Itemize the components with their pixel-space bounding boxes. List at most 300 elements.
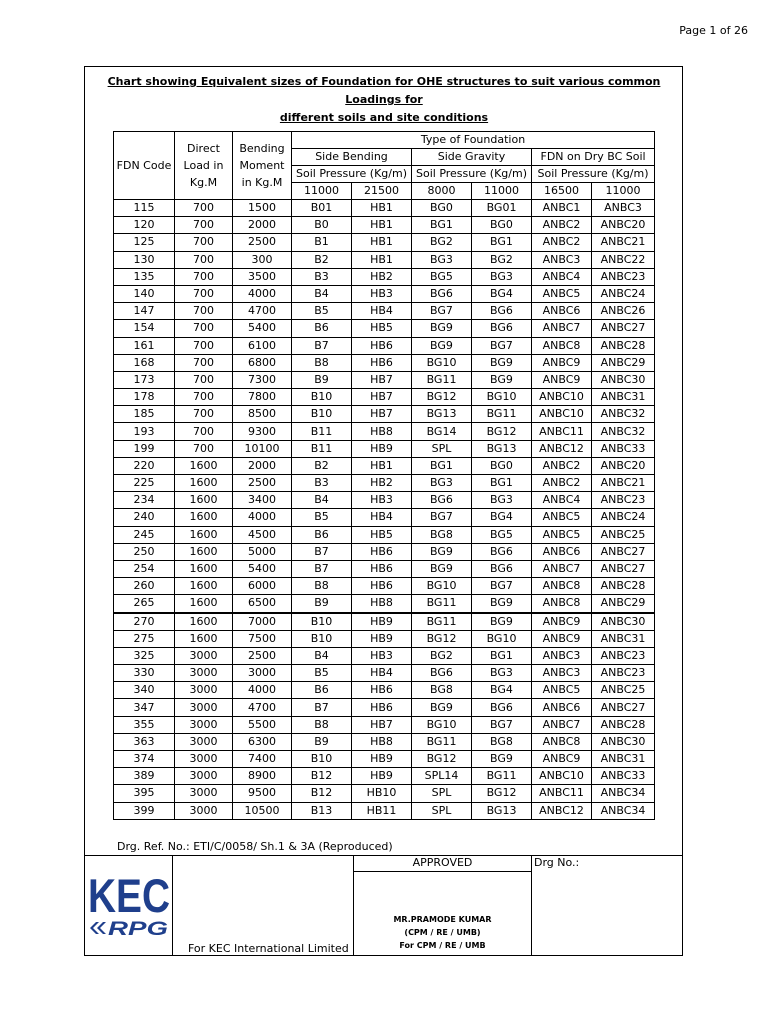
table-cell: B0 xyxy=(292,217,352,234)
table-cell: BG6 xyxy=(472,699,532,716)
drawing-number-label: Drg No.: xyxy=(534,856,580,869)
header-side-gravity: Side Gravity xyxy=(412,149,532,166)
table-cell: 2000 xyxy=(233,217,292,234)
title-line-2: different soils and site conditions xyxy=(279,111,489,124)
table-cell: 3000 xyxy=(175,699,233,716)
table-cell: 347 xyxy=(114,699,175,716)
table-cell: 178 xyxy=(114,389,175,406)
table-row xyxy=(114,423,655,440)
table-cell: HB1 xyxy=(352,217,412,234)
table-cell: BG9 xyxy=(472,371,532,388)
table-cell: 270 xyxy=(114,613,175,631)
table-cell: BG14 xyxy=(412,423,472,440)
table-cell: 1600 xyxy=(175,492,233,509)
table-cell: 3000 xyxy=(233,665,292,682)
footer-divider-drg xyxy=(531,855,532,955)
table-cell: 374 xyxy=(114,751,175,768)
table-cell: 4000 xyxy=(233,509,292,526)
table-cell: 185 xyxy=(114,406,175,423)
table-cell: ANBC23 xyxy=(592,492,655,509)
drawing-reference: Drg. Ref. No.: ETI/C/0058/ Sh.1 & 3A (Reproduced) xyxy=(117,840,393,853)
header-pressure-11000-sb: 11000 xyxy=(292,183,352,200)
table-cell: 3000 xyxy=(175,785,233,802)
table-cell: B8 xyxy=(292,578,352,595)
table-cell: BG2 xyxy=(412,647,472,664)
table-cell: 147 xyxy=(114,303,175,320)
table-cell: HB7 xyxy=(352,716,412,733)
table-row xyxy=(114,354,655,371)
table-cell: B11 xyxy=(292,423,352,440)
table-row xyxy=(114,665,655,682)
table-cell: 7500 xyxy=(233,630,292,647)
table-cell: ANBC11 xyxy=(532,423,592,440)
table-cell: ANBC27 xyxy=(592,699,655,716)
table-cell: 8900 xyxy=(233,768,292,785)
table-cell: ANBC4 xyxy=(532,268,592,285)
table-cell: BG3 xyxy=(472,665,532,682)
table-cell: 220 xyxy=(114,457,175,474)
table-cell: HB7 xyxy=(352,389,412,406)
table-cell: HB6 xyxy=(352,337,412,354)
table-cell: ANBC1 xyxy=(532,200,592,217)
table-cell: 6300 xyxy=(233,733,292,750)
table-cell: BG11 xyxy=(412,733,472,750)
table-cell: ANBC7 xyxy=(532,716,592,733)
table-cell: BG10 xyxy=(412,716,472,733)
table-row xyxy=(114,371,655,388)
header-fdn-code: FDN Code xyxy=(114,132,175,200)
table-cell: HB6 xyxy=(352,699,412,716)
table-cell: ANBC25 xyxy=(592,682,655,699)
table-cell: BG6 xyxy=(472,543,532,560)
table-cell: 363 xyxy=(114,733,175,750)
table-cell: BG5 xyxy=(412,268,472,285)
table-cell: 199 xyxy=(114,440,175,457)
table-cell: B4 xyxy=(292,492,352,509)
table-cell: 4000 xyxy=(233,285,292,302)
table-cell: BG13 xyxy=(412,406,472,423)
table-cell: BG11 xyxy=(412,371,472,388)
title-line-1: Chart showing Equivalent sizes of Foundation for OHE structures to suit various common Loadings for xyxy=(107,75,661,106)
table-cell: ANBC4 xyxy=(532,492,592,509)
table-cell: ANBC21 xyxy=(592,475,655,492)
table-cell: BG8 xyxy=(412,526,472,543)
table-cell: 193 xyxy=(114,423,175,440)
table-cell: HB8 xyxy=(352,733,412,750)
table-cell: SPL xyxy=(412,785,472,802)
table-cell: 3000 xyxy=(175,802,233,819)
table-cell: ANBC32 xyxy=(592,423,655,440)
table-cell: B5 xyxy=(292,303,352,320)
table-cell: BG9 xyxy=(472,354,532,371)
table-cell: BG9 xyxy=(412,320,472,337)
table-cell: 245 xyxy=(114,526,175,543)
table-row xyxy=(114,320,655,337)
table-cell: BG1 xyxy=(412,217,472,234)
table-cell: 700 xyxy=(175,251,233,268)
table-cell: BG6 xyxy=(412,665,472,682)
table-cell: 275 xyxy=(114,630,175,647)
table-cell: ANBC30 xyxy=(592,613,655,631)
table-cell: BG3 xyxy=(472,492,532,509)
table-cell: BG11 xyxy=(412,613,472,631)
table-cell: BG10 xyxy=(472,630,532,647)
table-row xyxy=(114,303,655,320)
table-cell: BG1 xyxy=(472,234,532,251)
table-cell: ANBC12 xyxy=(532,440,592,457)
table-cell: HB7 xyxy=(352,371,412,388)
table-cell: B7 xyxy=(292,543,352,560)
table-cell: 254 xyxy=(114,560,175,577)
table-cell: 700 xyxy=(175,320,233,337)
table-cell: B3 xyxy=(292,268,352,285)
table-row xyxy=(114,406,655,423)
table-cell: SPL xyxy=(412,440,472,457)
table-cell: BG12 xyxy=(412,630,472,647)
table-cell: HB1 xyxy=(352,200,412,217)
table-cell: HB9 xyxy=(352,613,412,631)
table-cell: BG13 xyxy=(472,440,532,457)
table-cell: ANBC2 xyxy=(532,457,592,474)
table-cell: B7 xyxy=(292,560,352,577)
table-cell: 6000 xyxy=(233,578,292,595)
table-cell: 1600 xyxy=(175,475,233,492)
table-cell: B12 xyxy=(292,768,352,785)
table-cell: B5 xyxy=(292,509,352,526)
table-cell: 168 xyxy=(114,354,175,371)
table-cell: 9300 xyxy=(233,423,292,440)
table-cell: HB2 xyxy=(352,268,412,285)
table-cell: 173 xyxy=(114,371,175,388)
table-cell: BG11 xyxy=(472,768,532,785)
table-cell: BG7 xyxy=(472,716,532,733)
table-cell: ANBC6 xyxy=(532,699,592,716)
table-cell: ANBC30 xyxy=(592,371,655,388)
page-number: Page 1 of 26 xyxy=(679,24,748,37)
table-row xyxy=(114,751,655,768)
table-cell: 3000 xyxy=(175,716,233,733)
table-cell: B8 xyxy=(292,354,352,371)
table-cell: BG0 xyxy=(472,217,532,234)
table-cell: 265 xyxy=(114,595,175,613)
table-cell: 1600 xyxy=(175,543,233,560)
table-cell: BG1 xyxy=(472,647,532,664)
table-cell: ANBC32 xyxy=(592,406,655,423)
table-cell: BG5 xyxy=(472,526,532,543)
header-pressure-16500: 16500 xyxy=(532,183,592,200)
table-cell: 6500 xyxy=(233,595,292,613)
header-pressure-11000-bc: 11000 xyxy=(592,183,655,200)
table-row xyxy=(114,578,655,595)
table-cell: B4 xyxy=(292,285,352,302)
table-cell: BG8 xyxy=(472,733,532,750)
table-cell: 4500 xyxy=(233,526,292,543)
table-cell: 5400 xyxy=(233,560,292,577)
table-cell: 700 xyxy=(175,200,233,217)
table-cell: 3000 xyxy=(175,682,233,699)
table-cell: BG12 xyxy=(472,785,532,802)
table-cell: 225 xyxy=(114,475,175,492)
table-cell: 10100 xyxy=(233,440,292,457)
table-cell: ANBC27 xyxy=(592,320,655,337)
table-cell: ANBC3 xyxy=(532,665,592,682)
table-cell: B7 xyxy=(292,699,352,716)
table-cell: ANBC5 xyxy=(532,285,592,302)
table-cell: 3500 xyxy=(233,268,292,285)
table-cell: 130 xyxy=(114,251,175,268)
chart-title xyxy=(100,73,668,127)
table-cell: HB6 xyxy=(352,578,412,595)
table-cell: ANBC23 xyxy=(592,268,655,285)
table-row xyxy=(114,543,655,560)
table-cell: HB7 xyxy=(352,406,412,423)
table-cell: ANBC7 xyxy=(532,560,592,577)
table-cell: ANBC8 xyxy=(532,578,592,595)
table-cell: BG7 xyxy=(472,578,532,595)
table-cell: ANBC33 xyxy=(592,440,655,457)
header-direct-load: Direct Load in Kg.M xyxy=(175,132,233,200)
logo-rpg-text: RPG xyxy=(108,919,169,940)
table-row xyxy=(114,234,655,251)
table-cell: 3000 xyxy=(175,733,233,750)
table-row xyxy=(114,733,655,750)
table-cell: 2500 xyxy=(233,647,292,664)
table-cell: HB9 xyxy=(352,751,412,768)
table-row xyxy=(114,682,655,699)
table-cell: 1600 xyxy=(175,457,233,474)
header-bending-moment: Bending Moment in Kg.M xyxy=(233,132,292,200)
table-cell: ANBC8 xyxy=(532,337,592,354)
table-cell: BG9 xyxy=(472,613,532,631)
table-cell: 2000 xyxy=(233,457,292,474)
table-cell: HB9 xyxy=(352,768,412,785)
header-pressure-8000: 8000 xyxy=(412,183,472,200)
table-cell: 3000 xyxy=(175,665,233,682)
table-cell: BG11 xyxy=(472,406,532,423)
table-cell: B10 xyxy=(292,630,352,647)
table-cell: 115 xyxy=(114,200,175,217)
table-cell: 5400 xyxy=(233,320,292,337)
table-cell: BG9 xyxy=(412,699,472,716)
table-cell: BG6 xyxy=(472,560,532,577)
table-cell: 260 xyxy=(114,578,175,595)
table-cell: HB8 xyxy=(352,595,412,613)
table-cell: 700 xyxy=(175,389,233,406)
table-cell: BG10 xyxy=(472,389,532,406)
table-cell: ANBC6 xyxy=(532,303,592,320)
table-cell: ANBC29 xyxy=(592,354,655,371)
table-cell: BG10 xyxy=(412,354,472,371)
table-cell: 700 xyxy=(175,268,233,285)
foundation-table xyxy=(113,131,655,820)
table-cell: 2500 xyxy=(233,234,292,251)
header-side-bending: Side Bending xyxy=(292,149,412,166)
table-cell: BG7 xyxy=(412,303,472,320)
table-cell: HB4 xyxy=(352,303,412,320)
table-cell: ANBC34 xyxy=(592,802,655,819)
table-cell: 325 xyxy=(114,647,175,664)
table-cell: 1600 xyxy=(175,526,233,543)
table-body xyxy=(114,200,655,820)
table-cell: BG11 xyxy=(412,595,472,613)
table-cell: ANBC10 xyxy=(532,768,592,785)
table-cell: 700 xyxy=(175,406,233,423)
table-cell: HB10 xyxy=(352,785,412,802)
approved-label: APPROVED xyxy=(412,856,473,869)
table-cell: 250 xyxy=(114,543,175,560)
table-cell: ANBC20 xyxy=(592,217,655,234)
table-cell: ANBC12 xyxy=(532,802,592,819)
table-cell: BG3 xyxy=(472,268,532,285)
table-cell: ANBC26 xyxy=(592,303,655,320)
table-cell: 5500 xyxy=(233,716,292,733)
table-cell: B2 xyxy=(292,251,352,268)
table-cell: ANBC9 xyxy=(532,354,592,371)
table-cell: B3 xyxy=(292,475,352,492)
table-cell: BG4 xyxy=(472,682,532,699)
header-type-of-foundation: Type of Foundation xyxy=(292,132,655,149)
table-cell: BG12 xyxy=(412,751,472,768)
table-cell: 3000 xyxy=(175,768,233,785)
table-row xyxy=(114,699,655,716)
table-cell: HB3 xyxy=(352,647,412,664)
table-cell: 7000 xyxy=(233,613,292,631)
table-row xyxy=(114,389,655,406)
table-row xyxy=(114,200,655,217)
table-cell: BG4 xyxy=(472,509,532,526)
table-cell: HB8 xyxy=(352,423,412,440)
table-cell: 3000 xyxy=(175,751,233,768)
table-cell: 4000 xyxy=(233,682,292,699)
table-cell: ANBC21 xyxy=(592,234,655,251)
table-cell: ANBC27 xyxy=(592,560,655,577)
table-cell: BG6 xyxy=(412,285,472,302)
table-cell: 4700 xyxy=(233,699,292,716)
table-cell: ANBC28 xyxy=(592,578,655,595)
table-cell: HB1 xyxy=(352,457,412,474)
table-cell: 389 xyxy=(114,768,175,785)
table-cell: B10 xyxy=(292,406,352,423)
approved-divider xyxy=(353,871,531,872)
table-cell: ANBC34 xyxy=(592,785,655,802)
table-cell: 120 xyxy=(114,217,175,234)
table-cell: BG9 xyxy=(472,595,532,613)
table-cell: B9 xyxy=(292,371,352,388)
table-cell: HB6 xyxy=(352,354,412,371)
table-cell: 700 xyxy=(175,440,233,457)
table-cell: HB3 xyxy=(352,285,412,302)
table-row xyxy=(114,526,655,543)
table-cell: ANBC11 xyxy=(532,785,592,802)
footer-divider-logo xyxy=(172,855,173,955)
table-cell: 140 xyxy=(114,285,175,302)
table-cell: 6800 xyxy=(233,354,292,371)
table-row xyxy=(114,768,655,785)
table-cell: ANBC31 xyxy=(592,751,655,768)
signatory-block xyxy=(354,913,531,952)
table-cell: BG2 xyxy=(472,251,532,268)
table-cell: 2500 xyxy=(233,475,292,492)
table-cell: ANBC2 xyxy=(532,234,592,251)
table-cell: 700 xyxy=(175,354,233,371)
table-cell: B9 xyxy=(292,595,352,613)
table-cell: ANBC2 xyxy=(532,475,592,492)
table-cell: HB5 xyxy=(352,526,412,543)
table-cell: ANBC8 xyxy=(532,733,592,750)
table-cell: 3400 xyxy=(233,492,292,509)
table-cell: 355 xyxy=(114,716,175,733)
table-cell: BG9 xyxy=(412,560,472,577)
table-cell: BG3 xyxy=(412,475,472,492)
table-cell: ANBC27 xyxy=(592,543,655,560)
table-cell: BG0 xyxy=(412,200,472,217)
table-cell: 1600 xyxy=(175,613,233,631)
table-cell: SPL xyxy=(412,802,472,819)
table-cell: 8500 xyxy=(233,406,292,423)
rpg-arrows-icon xyxy=(90,922,106,934)
signatory-for: For CPM / RE / UMB xyxy=(399,941,486,950)
table-cell: ANBC3 xyxy=(592,200,655,217)
table-row xyxy=(114,509,655,526)
table-cell: 5000 xyxy=(233,543,292,560)
header-pressure-21500: 21500 xyxy=(352,183,412,200)
table-cell: SPL14 xyxy=(412,768,472,785)
table-cell: BG4 xyxy=(472,285,532,302)
table-cell: BG6 xyxy=(472,303,532,320)
table-cell: 700 xyxy=(175,371,233,388)
table-row xyxy=(114,251,655,268)
header-soil-pressure-side-gravity: Soil Pressure (Kg/m) xyxy=(412,166,532,183)
table-cell: 399 xyxy=(114,802,175,819)
table-cell: 700 xyxy=(175,337,233,354)
table-cell: BG13 xyxy=(472,802,532,819)
table-cell: HB11 xyxy=(352,802,412,819)
table-row xyxy=(114,802,655,819)
table-row xyxy=(114,647,655,664)
table-cell: HB6 xyxy=(352,543,412,560)
table-cell: 700 xyxy=(175,234,233,251)
table-cell: ANBC3 xyxy=(532,251,592,268)
table-cell: ANBC23 xyxy=(592,647,655,664)
table-cell: ANBC28 xyxy=(592,716,655,733)
table-cell: ANBC9 xyxy=(532,751,592,768)
table-cell: ANBC33 xyxy=(592,768,655,785)
table-cell: BG1 xyxy=(412,457,472,474)
header-fdn-dry-bc-soil: FDN on Dry BC Soil xyxy=(532,149,655,166)
header-soil-pressure-side-bending: Soil Pressure (Kg/m) xyxy=(292,166,412,183)
table-cell: 6100 xyxy=(233,337,292,354)
table-cell: BG9 xyxy=(412,337,472,354)
table-row xyxy=(114,337,655,354)
table-cell: ANBC25 xyxy=(592,526,655,543)
table-cell: B12 xyxy=(292,785,352,802)
table-cell: 700 xyxy=(175,217,233,234)
table-cell: B2 xyxy=(292,457,352,474)
table-cell: 1500 xyxy=(233,200,292,217)
table-cell: BG3 xyxy=(412,251,472,268)
table-cell: 125 xyxy=(114,234,175,251)
table-cell: ANBC3 xyxy=(532,647,592,664)
table-row xyxy=(114,785,655,802)
table-cell: HB5 xyxy=(352,320,412,337)
table-cell: BG7 xyxy=(472,337,532,354)
header-pressure-11000-sg: 11000 xyxy=(472,183,532,200)
table-cell: 3000 xyxy=(175,647,233,664)
table-cell: 161 xyxy=(114,337,175,354)
table-row xyxy=(114,217,655,234)
table-cell: 240 xyxy=(114,509,175,526)
table-cell: ANBC29 xyxy=(592,595,655,613)
